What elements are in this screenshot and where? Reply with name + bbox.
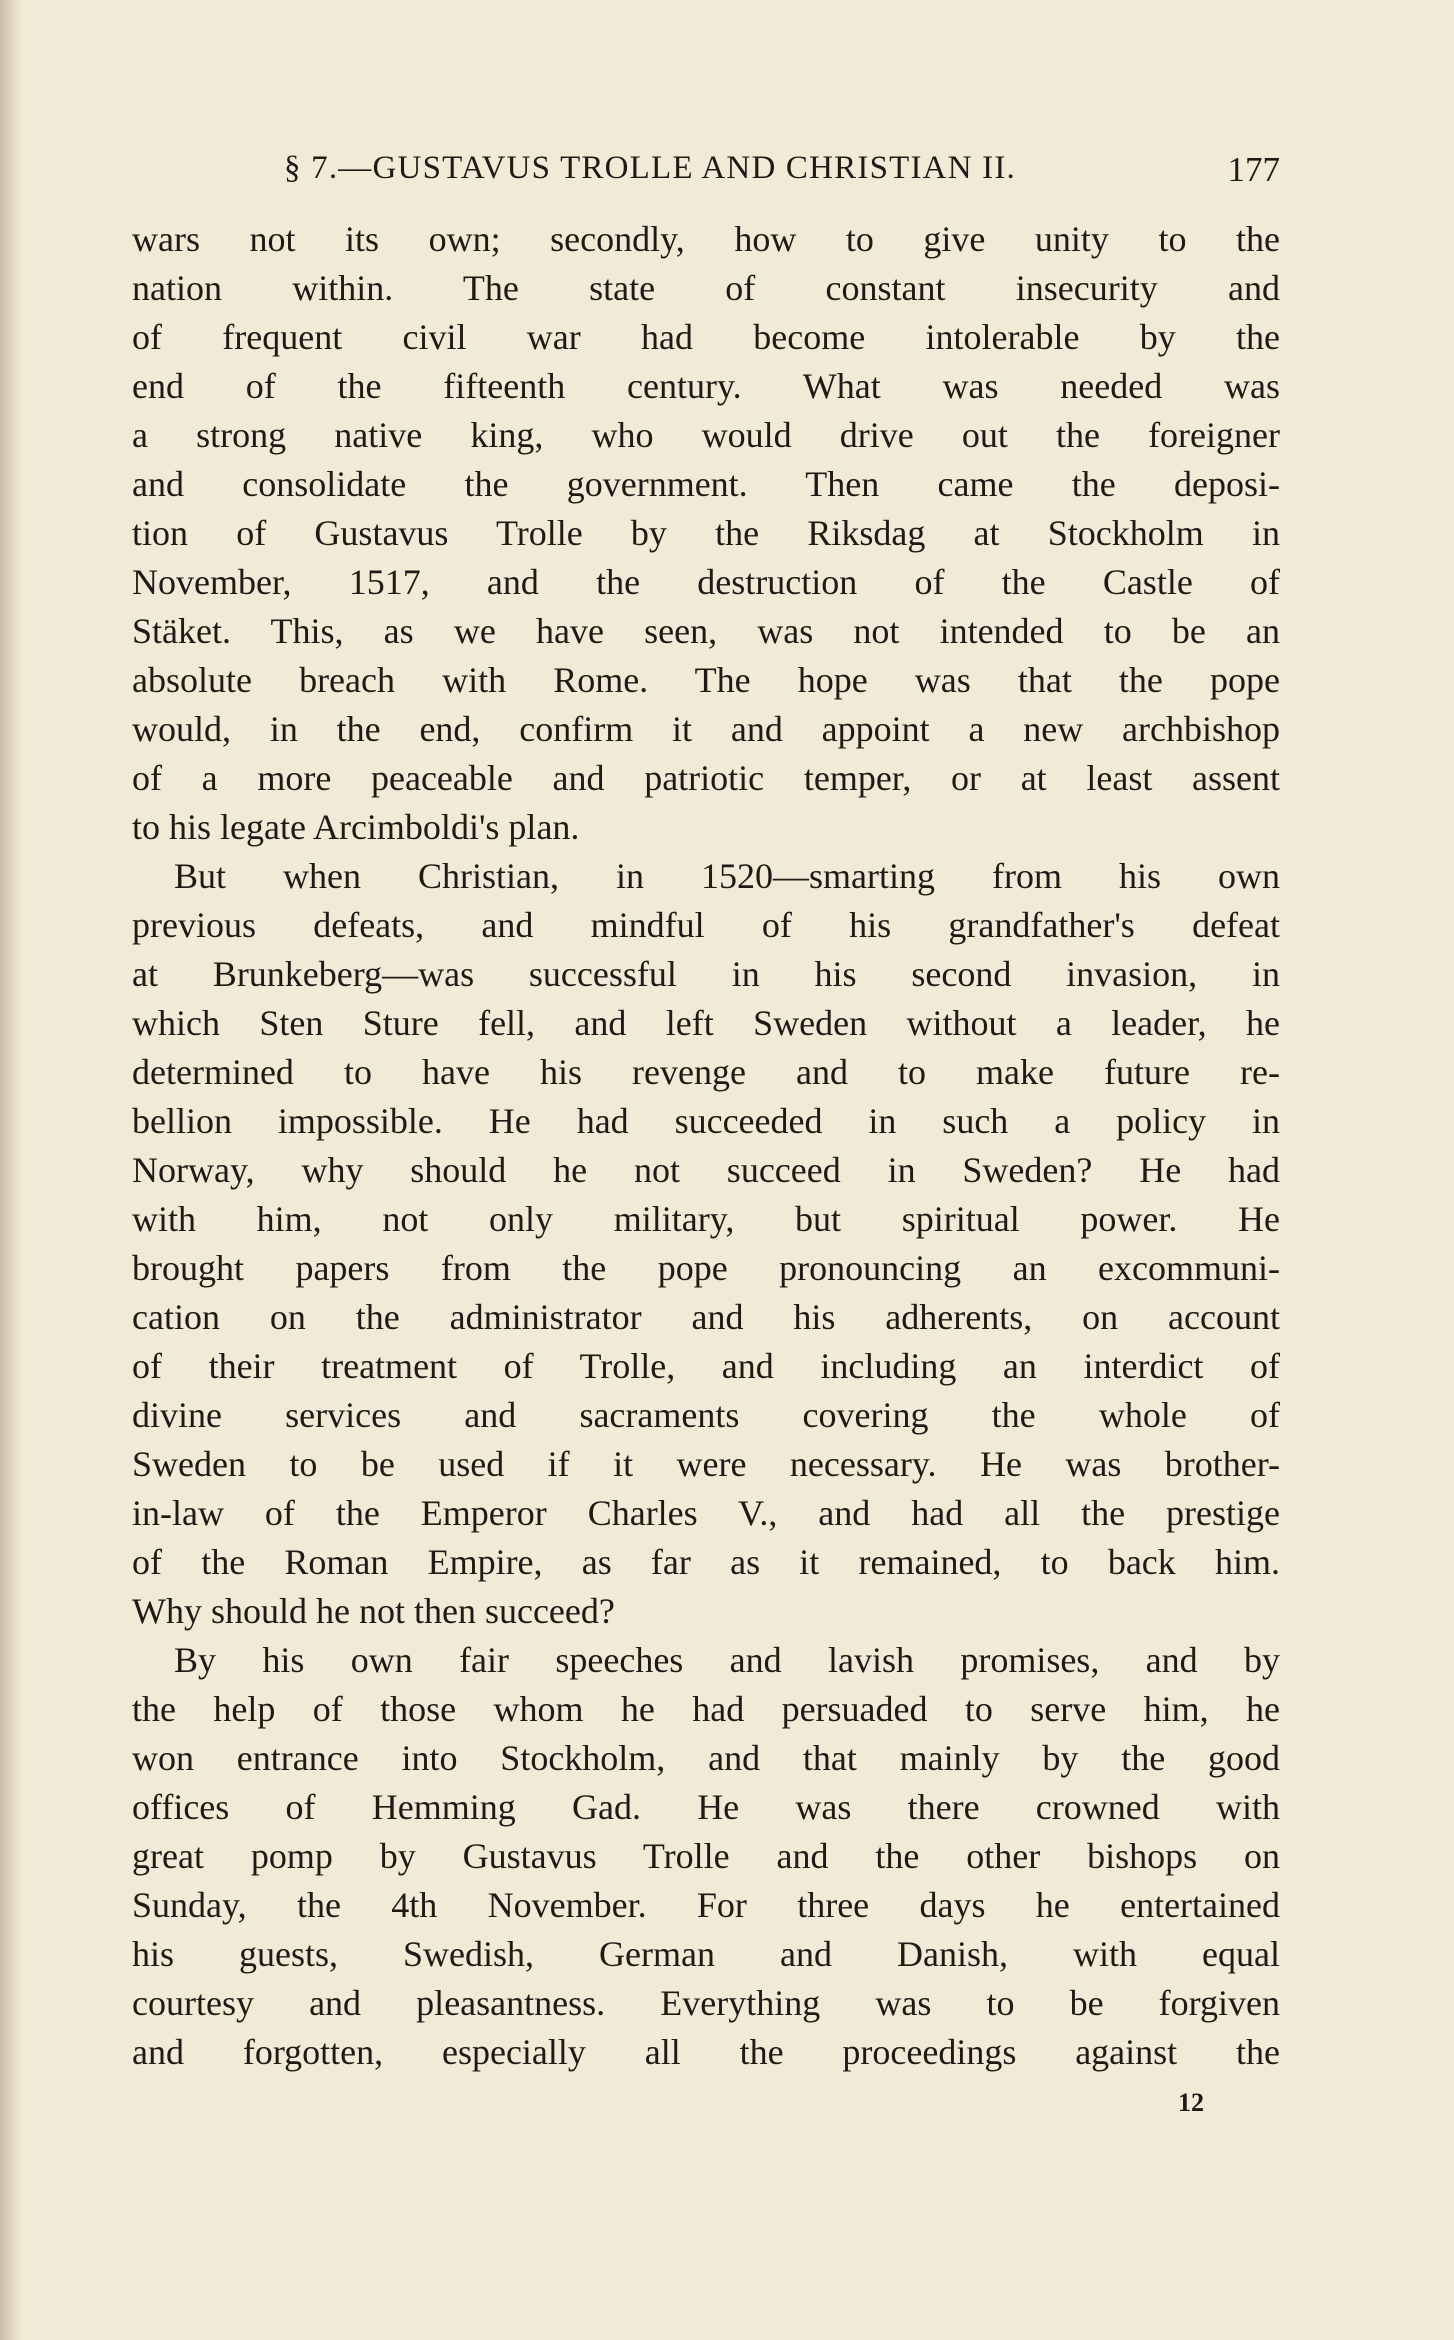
text-line: But when Christian, in 1520—smarting from his own [174, 856, 1280, 896]
text-line: and consolidate the government. Then came the deposi- [132, 464, 1280, 504]
text-line: in-law of the Emperor Charles V., and had all the prestige [132, 1493, 1280, 1533]
body-text [132, 215, 1280, 2077]
text-line: the help of those whom he had persuaded to serve him, he [132, 1689, 1280, 1729]
text-line: would, in the end, confirm it and appoint a new archbishop [132, 709, 1280, 749]
text-line: at Brunkeberg—was successful in his second invasion, in [132, 954, 1280, 994]
text-line: and forgotten, especially all the proceedings against the [132, 2032, 1280, 2072]
text-line: his guests, Swedish, German and Danish, with equal [132, 1934, 1280, 1974]
text-line: tion of Gustavus Trolle by the Riksdag at Stockholm in [132, 513, 1280, 553]
page-number: 177 [1227, 150, 1280, 189]
text-line: Sunday, the 4th November. For three days he entertained [132, 1885, 1280, 1925]
text-line: Stäket. This, as we have seen, was not intended to be an [132, 611, 1280, 651]
text-line: end of the fifteenth century. What was needed was [132, 366, 1280, 406]
text-line: determined to have his revenge and to make future re- [132, 1052, 1280, 1092]
paragraph-3 [132, 1636, 1280, 2077]
paragraph-2 [132, 852, 1280, 1636]
text-line: offices of Hemming Gad. He was there crowned with [132, 1787, 1280, 1827]
text-line: great pomp by Gustavus Trolle and the other bishops on [132, 1836, 1280, 1876]
text-line: of their treatment of Trolle, and including an interdict of [132, 1346, 1280, 1386]
signature-mark: 12 [1178, 2088, 1204, 2117]
text-line: Why should he not then succeed? [132, 1591, 615, 1631]
text-line: courtesy and pleasantness. Everything was to be forgiven [132, 1983, 1280, 2023]
text-line: Norway, why should he not succeed in Sweden? He had [132, 1150, 1280, 1190]
text-line: to his legate Arcimboldi's plan. [132, 807, 580, 847]
text-line: with him, not only military, but spiritual power. He [132, 1199, 1280, 1239]
running-head [132, 150, 1280, 198]
text-line: a strong native king, who would drive out the foreigner [132, 415, 1280, 455]
text-line: brought papers from the pope pronouncing an excommuni- [132, 1248, 1280, 1288]
text-line: bellion impossible. He had succeeded in such a policy in [132, 1101, 1280, 1141]
binding-shadow [0, 0, 22, 2340]
text-line: By his own fair speeches and lavish promises, and by [174, 1640, 1280, 1680]
text-line: Sweden to be used if it were necessary. He was brother- [132, 1444, 1280, 1484]
text-line: November, 1517, and the destruction of the Castle of [132, 562, 1280, 602]
text-line: nation within. The state of constant insecurity and [132, 268, 1280, 308]
running-head-title: § 7.—GUSTAVUS TROLLE AND CHRISTIAN II. [284, 150, 1017, 186]
text-line: absolute breach with Rome. The hope was that the pope [132, 660, 1280, 700]
paragraph-1 [132, 215, 1280, 852]
text-line: of a more peaceable and patriotic temper, or at least assent [132, 758, 1280, 798]
text-line: won entrance into Stockholm, and that mainly by the good [132, 1738, 1280, 1778]
text-line: of the Roman Empire, as far as it remained, to back him. [132, 1542, 1280, 1582]
text-line: divine services and sacraments covering the whole of [132, 1395, 1280, 1435]
text-line: cation on the administrator and his adherents, on account [132, 1297, 1280, 1337]
text-line: previous defeats, and mindful of his grandfather's defeat [132, 905, 1280, 945]
text-line: wars not its own; secondly, how to give unity to the [132, 219, 1280, 259]
text-line: which Sten Sture fell, and left Sweden without a leader, he [132, 1003, 1280, 1043]
text-line: of frequent civil war had become intolerable by the [132, 317, 1280, 357]
